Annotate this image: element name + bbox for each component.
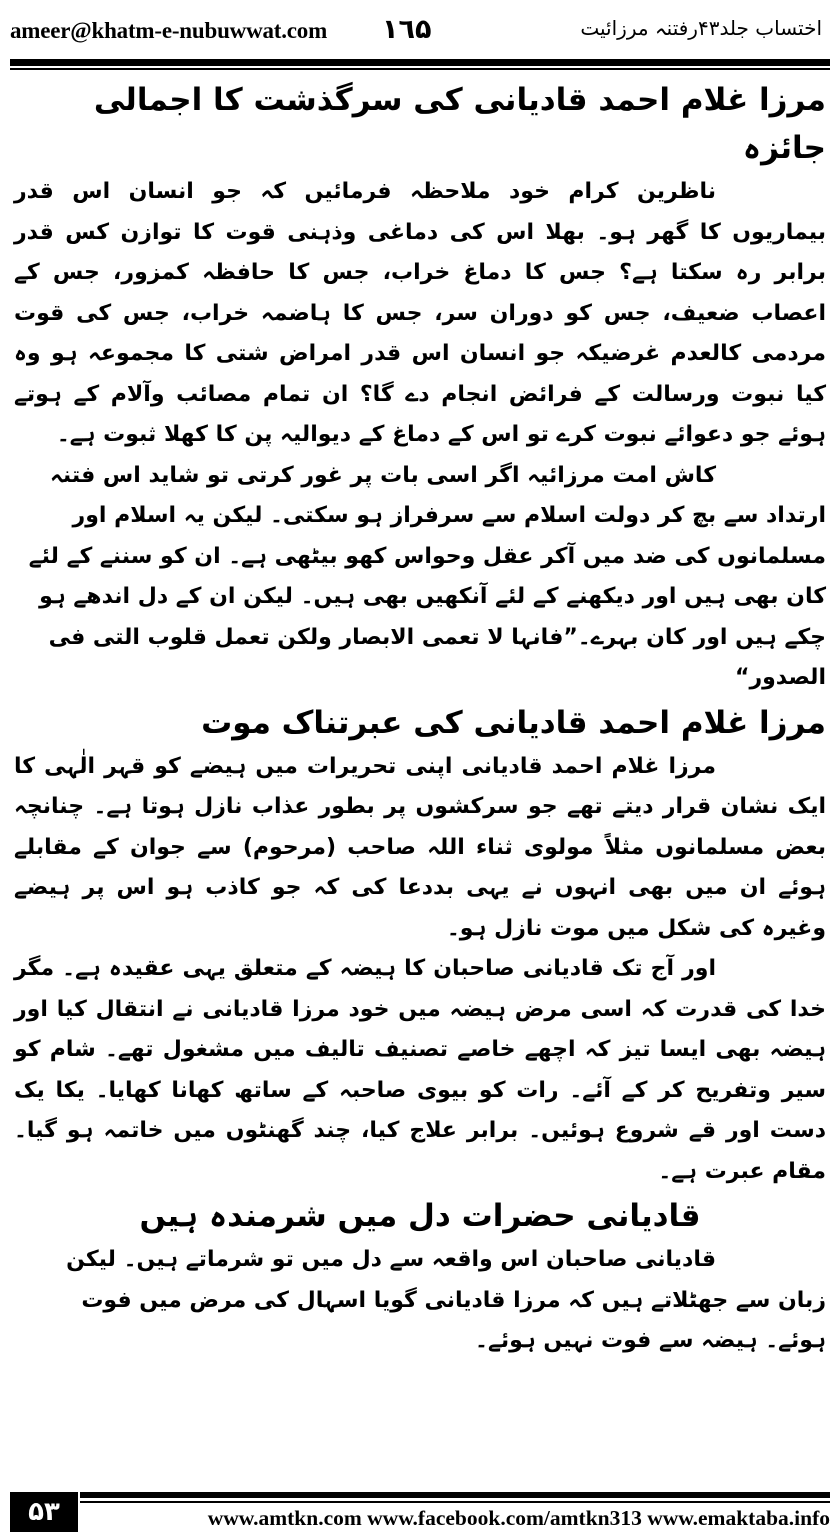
running-title: اختساب جلد۴۳رفتنہ مرزائیت — [580, 16, 822, 40]
page-body — [14, 76, 826, 1362]
footer-page-number: ۵۳ — [10, 1492, 78, 1532]
header-rule-thick — [10, 59, 830, 66]
section-heading-ashamed: قادیانی حضرات دل میں شرمندہ ہیں — [139, 1198, 701, 1234]
section-heading-death: مرزا غلام احمد قادیانی کی عبرتناک موت — [201, 704, 826, 741]
section-heading-overview: مرزا غلام احمد قادیانی کی سرگذشت کا اجمالی جائزہ — [93, 82, 826, 166]
paragraph: ناظرین کرام خود ملاحظہ فرمائیں کہ جو انسان اس قدر بیماریوں کا گھر ہو۔ بھلا اس کی دماغی وذہنی قوت کا توازن کس قدر برابر رہ سکتا ہے؟ جس کا دماغ خراب، جس کا حافظہ کمزور، جس کے اعصاب ضعیف، جس کو دوران سر، جس کا ہاضمہ خراب، جس کی قوت مردمی کالعدم غرضیکہ جو انسان اس قدر امراض شتی کا مجموعہ ہو وہ کیا نبوت ورسالت کے فرائض انجام دے گا؟ ان تمام مصائب وآلام کے ہوتے ہوئے جو دعوائے نبوت کرے تو اس کے دماغ کے دیوالیہ پن کا کھلا ثبوت ہے۔ — [14, 179, 826, 447]
paragraph: قادیانی صاحبان اس واقعہ سے دل میں تو شرماتے ہیں۔ لیکن زبان سے جھٹلاتے ہیں کہ مرزا قادیانی گویا اسہال کی مرض میں فوت ہوئے۔ ہیضہ سے فوت نہیں ہوئے۔ — [66, 1247, 826, 1353]
paragraph: اور آج تک قادیانی صاحبان کا ہیضہ کے متعلق یہی عقیدہ ہے۔ مگر خدا کی قدرت کہ اسی مرض ہیضہ میں خود مرزا قادیانی نے انتقال کیا اور ہیضہ بھی ایسا تیز کہ اچھے خاصے تصنیف تالیف میں مشغول تھے۔ شام کو سیر وتفریح کر کے آئے۔ رات کو بیوی صاحبہ کے ساتھ کھانا کھایا۔ یکا یک دست اور قے شروع ہوئیں۔ برابر علاج کیا، چند گھنٹوں میں خاتمہ ہو گیا۔ مقام عبرت ہے۔ — [14, 956, 826, 1184]
header-email: ameer@khatm-e-nubuwwat.com — [10, 18, 328, 43]
header-page-number: ۱٦۵ — [382, 14, 432, 45]
page-header — [10, 14, 830, 54]
page-footer — [10, 1492, 830, 1532]
header-rule-thin — [10, 68, 830, 70]
paragraph: مرزا غلام احمد قادیانی اپنی تحریرات میں ہیضے کو قہر الٰہی کا ایک نشان قرار دیتے تھے جو سرکشوں پر بطور عذاب نازل ہوتا ہے۔ چنانچہ بعض مسلمانوں مثلاً مولوی ثناء اللہ صاحب (مرحوم) سے جوان کے مقابلے ہوئے ان میں بھی انہوں نے یہی بددعا کی کہ جو کاذب ہو اس پر ہیضے وغیرہ کی شکل میں موت نازل ہو۔ — [14, 753, 826, 941]
footer-rule-thin — [80, 1501, 830, 1503]
footer-rule-thick — [80, 1492, 830, 1498]
footer-urls: www.amtkn.com www.facebook.com/amtkn313 www.emaktaba.info — [207, 1506, 830, 1530]
paragraph: کاش امت مرزائیہ اگر اسی بات پر غور کرتی تو شاید اس فتنہ ارتداد سے بچ کر دولت اسلام سے سرفراز ہو سکتی۔ لیکن یہ اسلام اور مسلمانوں کی ضد میں آکر عقل وحواس کھو بیٹھی ہے۔ ان کو سننے کے لئے کان بھی ہیں اور دیکھنے کے لئے آنکھیں بھی ہیں۔ لیکن ان کے دل اندھے ہو چکے ہیں اور کان بہرے۔”فانہا لا تعمی الابصار ولکن تعمل قلوب التی فی الصدور“ — [28, 462, 826, 690]
